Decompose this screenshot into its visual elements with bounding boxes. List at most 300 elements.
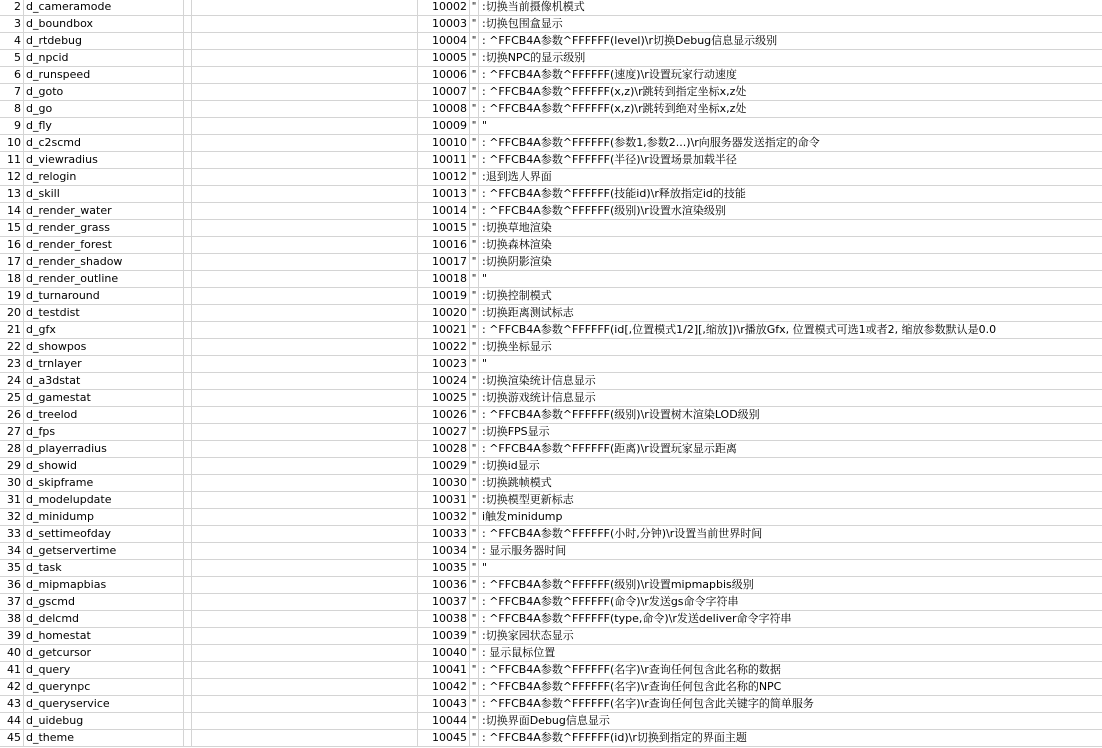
- cell-quote[interactable]: ": [470, 730, 479, 746]
- row-header: 3: [0, 16, 24, 32]
- cell-command-name[interactable]: d_mipmapbias: [24, 577, 184, 593]
- cell-empty[interactable]: [184, 271, 192, 287]
- cell-quote[interactable]: ": [470, 679, 479, 695]
- cell-quote[interactable]: ": [470, 118, 479, 134]
- cell-empty[interactable]: [192, 628, 418, 644]
- table-row: [0, 33, 1102, 50]
- row-header: 13: [0, 186, 24, 202]
- cell-command-name[interactable]: d_testdist: [24, 305, 184, 321]
- cell-string-id[interactable]: 10004: [418, 33, 470, 49]
- cell-string-id[interactable]: 10032: [418, 509, 470, 525]
- cell-quote[interactable]: ": [470, 560, 479, 576]
- cell-string-id[interactable]: 10014: [418, 203, 470, 219]
- cell-quote[interactable]: ": [470, 696, 479, 712]
- cell-empty[interactable]: [192, 152, 418, 168]
- cell-empty[interactable]: [192, 730, 418, 746]
- cell-empty[interactable]: [184, 407, 192, 423]
- cell-command-name[interactable]: d_go: [24, 101, 184, 117]
- cell-command-name[interactable]: d_showpos: [24, 339, 184, 355]
- row-header: 38: [0, 611, 24, 627]
- cell-command-name[interactable]: d_render_water: [24, 203, 184, 219]
- cell-string-id[interactable]: 10022: [418, 339, 470, 355]
- cell-empty[interactable]: [192, 16, 418, 32]
- cell-description[interactable]: :切换距离测试标志: [482, 306, 574, 319]
- cell-description[interactable]: : 显示服务器时间: [482, 544, 567, 557]
- cell-empty[interactable]: [184, 135, 192, 151]
- cell-empty[interactable]: [192, 33, 418, 49]
- cell-string-id[interactable]: 10018: [418, 271, 470, 287]
- cell-empty[interactable]: [192, 594, 418, 610]
- cell-empty[interactable]: [184, 526, 192, 542]
- cell-command-name[interactable]: d_relogin: [24, 169, 184, 185]
- cell-empty[interactable]: [184, 339, 192, 355]
- cell-empty[interactable]: [192, 390, 418, 406]
- cell-quote[interactable]: ": [470, 713, 479, 729]
- cell-command-name[interactable]: d_getservertime: [24, 543, 184, 559]
- cell-empty[interactable]: [192, 203, 418, 219]
- cell-empty[interactable]: [192, 424, 418, 440]
- cell-empty[interactable]: [192, 339, 418, 355]
- cell-description[interactable]: : ^FFCB4A参数^FFFFFF(距离)\r设置玩家显示距离: [482, 442, 737, 455]
- cell-string-id[interactable]: 10019: [418, 288, 470, 304]
- cell-empty[interactable]: [184, 577, 192, 593]
- table-row: [0, 526, 1102, 543]
- cell-empty[interactable]: [192, 696, 418, 712]
- cell-empty[interactable]: [192, 288, 418, 304]
- cell-description[interactable]: : ^FFCB4A参数^FFFFFF(x,z)\r跳转到绝对坐标x,z处: [482, 102, 747, 115]
- cell-empty[interactable]: [184, 50, 192, 66]
- cell-empty[interactable]: [192, 560, 418, 576]
- cell-description[interactable]: : 显示鼠标位置: [482, 646, 556, 659]
- cell-description[interactable]: :切换坐标显示: [482, 340, 552, 353]
- cell-command-name[interactable]: d_c2scmd: [24, 135, 184, 151]
- cell-empty[interactable]: [192, 475, 418, 491]
- row-header: 29: [0, 458, 24, 474]
- cell-empty[interactable]: [184, 288, 192, 304]
- cell-description[interactable]: : ^FFCB4A参数^FFFFFF(技能id)\r释放指定id的技能: [482, 187, 746, 200]
- table-row: [0, 203, 1102, 220]
- cell-quote[interactable]: ": [470, 441, 479, 457]
- cell-empty[interactable]: [192, 662, 418, 678]
- cell-string-id[interactable]: 10028: [418, 441, 470, 457]
- cell-string-id[interactable]: 10002: [418, 0, 470, 15]
- cell-description[interactable]: : ^FFCB4A参数^FFFFFF(type,命令)\r发送deliver命令字符串: [482, 612, 792, 625]
- cell-string-id[interactable]: 10008: [418, 101, 470, 117]
- cell-empty[interactable]: [184, 441, 192, 457]
- cell-description[interactable]: :切换游戏统计信息显示: [482, 391, 596, 404]
- cell-string-id[interactable]: 10044: [418, 713, 470, 729]
- cell-string-id[interactable]: 10006: [418, 67, 470, 83]
- cell-empty[interactable]: [184, 628, 192, 644]
- row-header: 6: [0, 67, 24, 83]
- cell-quote[interactable]: ": [470, 203, 479, 219]
- cell-command-name[interactable]: d_fly: [24, 118, 184, 134]
- cell-string-id[interactable]: 10029: [418, 458, 470, 474]
- cell-quote[interactable]: ": [470, 458, 479, 474]
- table-row: [0, 169, 1102, 186]
- table-row: [0, 50, 1102, 67]
- cell-string-id[interactable]: 10036: [418, 577, 470, 593]
- cell-command-name[interactable]: d_settimeofday: [24, 526, 184, 542]
- table-row: [0, 458, 1102, 475]
- cell-command-name[interactable]: d_treelod: [24, 407, 184, 423]
- cell-empty[interactable]: [184, 662, 192, 678]
- cell-description[interactable]: ": [482, 119, 488, 132]
- cell-quote[interactable]: ": [470, 305, 479, 321]
- cell-quote[interactable]: ": [470, 254, 479, 270]
- cell-empty[interactable]: [184, 679, 192, 695]
- cell-description[interactable]: :切换FPS显示: [482, 425, 550, 438]
- row-header: 12: [0, 169, 24, 185]
- cell-string-id[interactable]: 10017: [418, 254, 470, 270]
- cell-empty[interactable]: [184, 730, 192, 746]
- cell-command-name[interactable]: d_showid: [24, 458, 184, 474]
- cell-empty[interactable]: [192, 611, 418, 627]
- cell-description[interactable]: : ^FFCB4A参数^FFFFFF(参数1,参数2...)\r向服务器发送指定的命令: [482, 136, 820, 149]
- cell-description[interactable]: : ^FFCB4A参数^FFFFFF(半径)\r设置场景加载半径: [482, 153, 737, 166]
- cell-description[interactable]: :切换包围盒显示: [482, 17, 563, 30]
- cell-quote[interactable]: ": [470, 662, 479, 678]
- cell-quote[interactable]: ": [470, 16, 479, 32]
- cell-empty[interactable]: [192, 84, 418, 100]
- row-header: 4: [0, 33, 24, 49]
- cell-quote[interactable]: ": [470, 84, 479, 100]
- cell-description[interactable]: :切换控制模式: [482, 289, 552, 302]
- cell-command-name[interactable]: d_render_shadow: [24, 254, 184, 270]
- cell-empty[interactable]: [192, 271, 418, 287]
- cell-empty[interactable]: [184, 594, 192, 610]
- cell-description[interactable]: : ^FFCB4A参数^FFFFFF(名字)\r查询任何包含此名称的数据: [482, 663, 781, 676]
- cell-description[interactable]: :退到选人界面: [482, 170, 552, 183]
- table-row: [0, 407, 1102, 424]
- cell-empty[interactable]: [192, 509, 418, 525]
- cell-empty[interactable]: [184, 33, 192, 49]
- cell-quote[interactable]: ": [470, 0, 479, 15]
- table-row: [0, 730, 1102, 747]
- cell-string-id[interactable]: 10007: [418, 84, 470, 100]
- cell-description[interactable]: :切换id显示: [482, 459, 540, 472]
- cell-quote[interactable]: ": [470, 424, 479, 440]
- cell-empty[interactable]: [184, 67, 192, 83]
- cell-quote[interactable]: ": [470, 628, 479, 644]
- cell-command-name[interactable]: d_cameramode: [24, 0, 184, 15]
- cell-quote[interactable]: ": [470, 152, 479, 168]
- cell-command-name[interactable]: d_modelupdate: [24, 492, 184, 508]
- cell-empty[interactable]: [192, 237, 418, 253]
- cell-string-id[interactable]: 10010: [418, 135, 470, 151]
- cell-empty[interactable]: [192, 458, 418, 474]
- cell-quote[interactable]: ": [470, 407, 479, 423]
- cell-quote[interactable]: ": [470, 645, 479, 661]
- row-header: 10: [0, 135, 24, 151]
- cell-quote[interactable]: ": [470, 50, 479, 66]
- cell-string-id[interactable]: 10015: [418, 220, 470, 236]
- cell-empty[interactable]: [192, 101, 418, 117]
- cell-empty[interactable]: [192, 50, 418, 66]
- table-row: [0, 220, 1102, 237]
- cell-command-name[interactable]: d_runspeed: [24, 67, 184, 83]
- cell-command-name[interactable]: d_playerradius: [24, 441, 184, 457]
- cell-description[interactable]: : ^FFCB4A参数^FFFFFF(命令)\r发送gs命令字符串: [482, 595, 739, 608]
- row-header: 5: [0, 50, 24, 66]
- cell-description[interactable]: : ^FFCB4A参数^FFFFFF(id[,位置模式1/2][,缩放])\r播放Gfx, 位置模式可选1或者2, 缩放参数默认是0.0: [482, 323, 997, 336]
- cell-description[interactable]: :切换跳帧模式: [482, 476, 552, 489]
- cell-empty[interactable]: [184, 237, 192, 253]
- cell-string-id[interactable]: 10003: [418, 16, 470, 32]
- cell-empty[interactable]: [184, 390, 192, 406]
- cell-description[interactable]: : ^FFCB4A参数^FFFFFF(级别)\r设置mipmapbis级别: [482, 578, 754, 591]
- cell-string-id[interactable]: 10041: [418, 662, 470, 678]
- cell-command-name[interactable]: d_homestat: [24, 628, 184, 644]
- cell-quote[interactable]: ": [470, 577, 479, 593]
- cell-quote[interactable]: ": [470, 322, 479, 338]
- cell-empty[interactable]: [184, 322, 192, 338]
- cell-empty[interactable]: [184, 492, 192, 508]
- cell-empty[interactable]: [184, 203, 192, 219]
- cell-command-name[interactable]: d_getcursor: [24, 645, 184, 661]
- cell-string-id[interactable]: 10045: [418, 730, 470, 746]
- cell-string-id[interactable]: 10023: [418, 356, 470, 372]
- cell-empty[interactable]: [184, 101, 192, 117]
- cell-empty[interactable]: [184, 16, 192, 32]
- cell-empty[interactable]: [192, 135, 418, 151]
- cell-quote[interactable]: ": [470, 475, 479, 491]
- cell-empty[interactable]: [192, 492, 418, 508]
- cell-empty[interactable]: [184, 696, 192, 712]
- row-header: 45: [0, 730, 24, 746]
- cell-quote[interactable]: ": [470, 288, 479, 304]
- cell-string-id[interactable]: 10013: [418, 186, 470, 202]
- cell-description[interactable]: ": [482, 561, 488, 574]
- row-header: 35: [0, 560, 24, 576]
- cell-description[interactable]: :切换渲染统计信息显示: [482, 374, 596, 387]
- cell-empty[interactable]: [184, 373, 192, 389]
- cell-command-name[interactable]: d_query: [24, 662, 184, 678]
- cell-string-id[interactable]: 10011: [418, 152, 470, 168]
- cell-command-name[interactable]: d_rtdebug: [24, 33, 184, 49]
- cell-command-name[interactable]: d_render_grass: [24, 220, 184, 236]
- cell-command-name[interactable]: d_skill: [24, 186, 184, 202]
- cell-empty[interactable]: [192, 679, 418, 695]
- cell-empty[interactable]: [184, 254, 192, 270]
- cell-description[interactable]: : ^FFCB4A参数^FFFFFF(id)\r切换到指定的界面主题: [482, 731, 747, 744]
- cell-quote[interactable]: ": [470, 186, 479, 202]
- cell-command-name[interactable]: d_npcid: [24, 50, 184, 66]
- cell-string-id[interactable]: 10024: [418, 373, 470, 389]
- cell-string-id[interactable]: 10043: [418, 696, 470, 712]
- cell-empty[interactable]: [192, 322, 418, 338]
- cell-empty[interactable]: [192, 441, 418, 457]
- cell-empty[interactable]: [184, 152, 192, 168]
- row-header: 31: [0, 492, 24, 508]
- cell-empty[interactable]: [192, 645, 418, 661]
- table-row: [0, 356, 1102, 373]
- cell-empty[interactable]: [184, 84, 192, 100]
- row-header: 22: [0, 339, 24, 355]
- cell-description[interactable]: : ^FFCB4A参数^FFFFFF(级别)\r设置树木渲染LOD级别: [482, 408, 760, 421]
- cell-empty[interactable]: [192, 0, 418, 15]
- cell-description[interactable]: ": [482, 357, 488, 370]
- cell-command-name[interactable]: d_goto: [24, 84, 184, 100]
- table-row: [0, 237, 1102, 254]
- cell-string-id[interactable]: 10025: [418, 390, 470, 406]
- cell-command-name[interactable]: d_task: [24, 560, 184, 576]
- cell-empty[interactable]: [192, 67, 418, 83]
- cell-empty[interactable]: [192, 220, 418, 236]
- cell-description[interactable]: :切换家园状态显示: [482, 629, 574, 642]
- cell-empty[interactable]: [192, 577, 418, 593]
- cell-empty[interactable]: [192, 169, 418, 185]
- cell-quote[interactable]: ": [470, 356, 479, 372]
- cell-empty[interactable]: [184, 543, 192, 559]
- cell-command-name[interactable]: d_querynpc: [24, 679, 184, 695]
- cell-description[interactable]: : ^FFCB4A参数^FFFFFF(名字)\r查询任何包含此关键字的简单服务: [482, 697, 814, 710]
- table-row: [0, 645, 1102, 662]
- cell-quote[interactable]: ": [470, 339, 479, 355]
- cell-description[interactable]: :切换当前摄像机模式: [482, 0, 585, 13]
- cell-empty[interactable]: [184, 186, 192, 202]
- cell-empty[interactable]: [184, 118, 192, 134]
- cell-command-name[interactable]: d_theme: [24, 730, 184, 746]
- cell-quote[interactable]: ": [470, 390, 479, 406]
- cell-quote[interactable]: ": [470, 509, 479, 525]
- cell-empty[interactable]: [192, 407, 418, 423]
- cell-empty[interactable]: [184, 645, 192, 661]
- cell-string-id[interactable]: 10033: [418, 526, 470, 542]
- row-header: 41: [0, 662, 24, 678]
- cell-empty[interactable]: [184, 169, 192, 185]
- cell-command-name[interactable]: d_fps: [24, 424, 184, 440]
- cell-description[interactable]: : ^FFCB4A参数^FFFFFF(级别)\r设置水渲染级别: [482, 204, 726, 217]
- cell-quote[interactable]: ": [470, 33, 479, 49]
- cell-description[interactable]: :切换模型更新标志: [482, 493, 574, 506]
- cell-string-id[interactable]: 10005: [418, 50, 470, 66]
- cell-string-id[interactable]: 10040: [418, 645, 470, 661]
- cell-empty[interactable]: [192, 713, 418, 729]
- cell-command-name[interactable]: d_a3dstat: [24, 373, 184, 389]
- cell-quote[interactable]: ": [470, 101, 479, 117]
- cell-command-name[interactable]: d_gamestat: [24, 390, 184, 406]
- cell-string-id[interactable]: 10009: [418, 118, 470, 134]
- cell-description[interactable]: :切换界面Debug信息显示: [482, 714, 610, 727]
- cell-description[interactable]: : ^FFCB4A参数^FFFFFF(名字)\r查询任何包含此名称的NPC: [482, 680, 782, 693]
- cell-empty[interactable]: [184, 424, 192, 440]
- cell-empty[interactable]: [184, 713, 192, 729]
- cell-description[interactable]: :切换阴影渲染: [482, 255, 552, 268]
- cell-description[interactable]: : ^FFCB4A参数^FFFFFF(速度)\r设置玩家行动速度: [482, 68, 737, 81]
- cell-quote[interactable]: ": [470, 492, 479, 508]
- cell-command-name[interactable]: d_gscmd: [24, 594, 184, 610]
- cell-empty[interactable]: [184, 0, 192, 15]
- cell-command-name[interactable]: d_minidump: [24, 509, 184, 525]
- cell-string-id[interactable]: 10031: [418, 492, 470, 508]
- cell-empty[interactable]: [184, 475, 192, 491]
- table-row: [0, 441, 1102, 458]
- cell-quote[interactable]: ": [470, 543, 479, 559]
- cell-string-id[interactable]: 10042: [418, 679, 470, 695]
- cell-string-id[interactable]: 10016: [418, 237, 470, 253]
- cell-string-id[interactable]: 10034: [418, 543, 470, 559]
- cell-string-id[interactable]: 10027: [418, 424, 470, 440]
- cell-command-name[interactable]: d_render_outline: [24, 271, 184, 287]
- cell-quote[interactable]: ": [470, 271, 479, 287]
- cell-command-name[interactable]: d_delcmd: [24, 611, 184, 627]
- cell-string-id[interactable]: 10012: [418, 169, 470, 185]
- cell-empty[interactable]: [184, 458, 192, 474]
- cell-empty[interactable]: [192, 305, 418, 321]
- cell-quote[interactable]: ": [470, 67, 479, 83]
- cell-string-id[interactable]: 10021: [418, 322, 470, 338]
- cell-command-name[interactable]: d_trnlayer: [24, 356, 184, 372]
- cell-string-id[interactable]: 10026: [418, 407, 470, 423]
- row-header: 23: [0, 356, 24, 372]
- cell-empty[interactable]: [192, 254, 418, 270]
- cell-empty[interactable]: [192, 373, 418, 389]
- cell-empty[interactable]: [192, 118, 418, 134]
- cell-quote[interactable]: ": [470, 373, 479, 389]
- cell-string-id[interactable]: 10039: [418, 628, 470, 644]
- cell-command-name[interactable]: d_queryservice: [24, 696, 184, 712]
- table-row: [0, 509, 1102, 526]
- cell-command-name[interactable]: d_viewradius: [24, 152, 184, 168]
- cell-empty[interactable]: [192, 526, 418, 542]
- cell-command-name[interactable]: d_gfx: [24, 322, 184, 338]
- cell-command-name[interactable]: d_render_forest: [24, 237, 184, 253]
- cell-string-id[interactable]: 10037: [418, 594, 470, 610]
- cell-description[interactable]: : ^FFCB4A参数^FFFFFF(level)\r切换Debug信息显示级别: [482, 34, 778, 47]
- row-header: 24: [0, 373, 24, 389]
- cell-empty[interactable]: [192, 356, 418, 372]
- cell-command-name[interactable]: d_skipframe: [24, 475, 184, 491]
- cell-empty[interactable]: [192, 186, 418, 202]
- cell-empty[interactable]: [184, 509, 192, 525]
- row-header: 43: [0, 696, 24, 712]
- cell-description[interactable]: : ^FFCB4A参数^FFFFFF(小时,分钟)\r设置当前世界时间: [482, 527, 763, 540]
- cell-quote[interactable]: ": [470, 220, 479, 236]
- cell-description[interactable]: i触发minidump: [482, 510, 563, 523]
- table-row: [0, 594, 1102, 611]
- cell-string-id[interactable]: 10035: [418, 560, 470, 576]
- cell-description[interactable]: : ^FFCB4A参数^FFFFFF(x,z)\r跳转到指定坐标x,z处: [482, 85, 747, 98]
- cell-empty[interactable]: [184, 356, 192, 372]
- cell-quote[interactable]: ": [470, 611, 479, 627]
- cell-empty[interactable]: [184, 305, 192, 321]
- cell-quote[interactable]: ": [470, 526, 479, 542]
- table-row: [0, 492, 1102, 509]
- cell-string-id[interactable]: 10030: [418, 475, 470, 491]
- cell-string-id[interactable]: 10020: [418, 305, 470, 321]
- cell-empty[interactable]: [184, 220, 192, 236]
- cell-empty[interactable]: [184, 611, 192, 627]
- cell-empty[interactable]: [184, 560, 192, 576]
- cell-quote[interactable]: ": [470, 169, 479, 185]
- cell-quote[interactable]: ": [470, 237, 479, 253]
- row-header: 2: [0, 0, 24, 15]
- cell-command-name[interactable]: d_turnaround: [24, 288, 184, 304]
- cell-command-name[interactable]: d_uidebug: [24, 713, 184, 729]
- cell-description[interactable]: :切换森林渲染: [482, 238, 552, 251]
- cell-command-name[interactable]: d_boundbox: [24, 16, 184, 32]
- cell-description[interactable]: ": [482, 272, 488, 285]
- table-row: [0, 254, 1102, 271]
- cell-description[interactable]: :切换NPC的显示级别: [482, 51, 586, 64]
- cell-quote[interactable]: ": [470, 135, 479, 151]
- cell-empty[interactable]: [192, 543, 418, 559]
- cell-quote[interactable]: ": [470, 594, 479, 610]
- cell-description[interactable]: :切换草地渲染: [482, 221, 552, 234]
- row-header: 42: [0, 679, 24, 695]
- cell-string-id[interactable]: 10038: [418, 611, 470, 627]
